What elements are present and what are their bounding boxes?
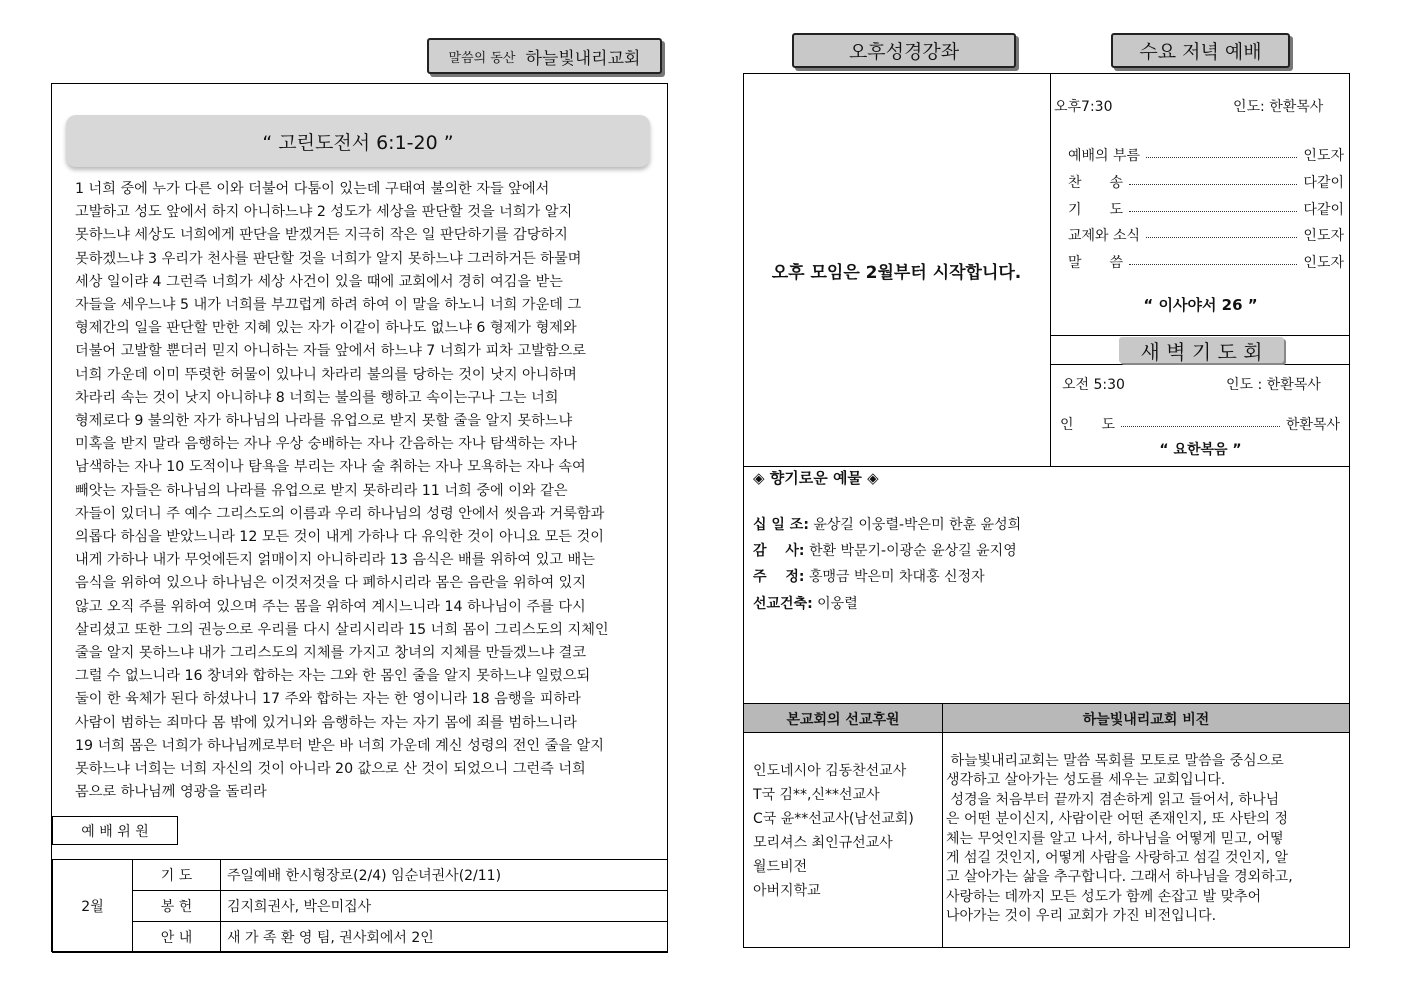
scripture-line: 형제간의 일을 판단할 만한 지혜 있는 자가 이같이 하나도 없느냐 6 형제가 형제와 [75,320,577,337]
order-row [1068,225,1344,245]
order-item: 인 도 [1060,417,1116,433]
duty-role: 기 도 [133,860,221,891]
dot-leader [1121,426,1280,427]
order-who: 다같이 [1303,202,1344,218]
duty-label: 예 배 위 원 [81,823,149,840]
order-who: 인도자 [1303,255,1344,271]
dot-leader [1129,264,1297,265]
vision-line: 성경을 처음부터 끝까지 겸손하게 읽고 들어서, 하나님 [946,791,1280,808]
scripture-line: 사람이 범하는 죄마다 몸 밖에 있거니와 음행하는 자는 자기 몸에 죄를 범하느니라 [75,714,577,731]
mission-item: 월드비전 [753,859,808,875]
mission-item: 아버지학교 [753,883,821,899]
scripture-line: 못하겠느냐 3 우리가 천사를 판단할 것을 너희가 알지 못하느냐 그러하거든 하물며 [75,250,582,267]
order-item: 기 도 [1068,202,1124,218]
mission-item: 모리셔스 최인규선교사 [753,835,893,851]
vision-text [946,752,1346,927]
scripture-line: 자들이 있더니 주 예수 그리스도의 이름과 우리 하나님의 성령 안에서 씻음과 거룩함과 [75,505,605,522]
order-item: 찬 송 [1068,175,1124,191]
scripture-line: 못하느냐 너희는 너희 자신의 것이 아니라 20 값으로 산 것이 되었으니 그런즉 너희 [75,761,586,778]
dawn-header-label: 새 벽 기 도 회 [1140,339,1263,364]
duty-role: 봉 헌 [133,891,221,922]
church-name-tab [427,38,662,74]
missions-header: 본교회의 선교후원 [786,712,900,728]
scripture-line: 의롭다 하심을 받았느니라 12 모든 것이 내게 가하나 다 유익한 것이 아니요 모든 것이 [75,529,604,546]
wednesday-leader: 인도: 한환목사 [1233,99,1324,115]
order-row [1068,199,1344,219]
order-who: 한환목사 [1285,417,1340,433]
scripture-line: 세상 일이랴 4 그런즉 너희가 세상 사건이 있을 때에 교회에서 경히 여김을 받는 [75,273,564,290]
scripture-line: 않고 오직 주를 위하여 있으며 주는 몸을 위하여 계시느니라 14 하나님이 주를 다시 [75,598,586,615]
scripture-line: 둘이 한 육체가 된다 하셨나니 17 주와 합하는 자는 한 영이니라 18 음행을 피하라 [75,691,581,708]
scripture-title-banner [66,115,650,167]
wednesday-time: 오후7:30 [1054,99,1113,115]
offering-names: 윤상길 이웅렬-박은미 한훈 윤성희 [813,517,1022,533]
offering-label: 선교건축: [753,596,813,612]
duty-table [52,859,668,953]
table-row [53,922,668,953]
wednesday-header [1111,33,1290,68]
order-item: 말 씀 [1068,255,1124,271]
order-row [1068,252,1344,272]
offering-row [753,566,985,586]
afternoon-header-label: 오후성경강좌 [848,41,960,63]
scripture-line: 차라리 속는 것이 낫지 아니하냐 8 너희는 불의를 행하고 속이는구나 그는 너희 [75,389,559,406]
offering-names: 홍맹금 박은미 차대홍 신정자 [808,569,985,585]
scripture-line: 19 너희 몸은 너희가 하나님께로부터 받은 바 너희 가운데 계신 성령의 전인 줄을 알지 [75,737,604,754]
panel-divider [1050,73,1051,467]
duty-value: 새 가 족 환 영 팀, 권사회에서 2인 [221,922,668,953]
order-who: 인도자 [1303,228,1344,244]
offering-label: 주 정: [753,569,805,585]
offering-label: 십 일 조: [753,517,809,533]
duty-value: 김지희권사, 박은미집사 [221,891,668,922]
scripture-line: 자들을 세우느냐 5 내가 너희를 부끄럽게 하려 하여 이 말을 하노니 너희 가운데 그 [75,297,582,314]
order-item: 교제와 소식 [1068,228,1141,244]
offering-row [753,593,858,613]
missions-list [753,759,914,903]
dot-leader [1129,184,1297,185]
scripture-line: 1 너희 중에 누가 다른 이와 더불어 다툼이 있는데 구태여 불의한 자들 앞에서 [75,181,550,197]
order-row [1068,145,1344,165]
scripture-line: 형제로다 9 불의한 자가 하나님의 나라를 유업으로 받지 못할 줄을 알지 못하느냐 [75,413,573,430]
vision-line: 은 어떤 분이신지, 사람이란 어떤 존재인지, 또 사탄의 정 [946,811,1289,828]
scripture-title: “ 고린도전서 6:1-20 ” [262,131,454,154]
vision-line: 게 섬길 것인지, 어떻게 사람을 사랑하고 섬길 것인지, 알 [946,850,1289,867]
duty-label-box [52,816,178,845]
order-item: 예배의 부름 [1068,148,1141,164]
scripture-line: 남색하는 자나 10 도적이나 탐욕을 부리는 자나 술 취하는 자나 모욕하는 자나 속여 [75,459,586,476]
dot-leader [1146,237,1297,238]
scripture-line: 빼앗는 자들은 하나님의 나라를 유업으로 받지 못하리라 11 너희 중에 이와 같은 [75,482,568,499]
order-row [1068,172,1344,192]
scripture-line: 내게 가하나 내가 무엇에든지 얽매이지 아니하리라 13 음식은 배를 위하여 있고 배는 [75,552,595,569]
dot-leader [1146,157,1297,158]
scripture-line: 음식을 위하여 있으나 하나님은 이것저것을 다 폐하시리라 몸은 음란을 위하여 있지 [75,575,587,592]
scripture-line: 못하느냐 세상도 너희에게 판단을 받겠거든 지극히 작은 일 판단하기를 감당하지 [75,227,568,244]
vision-line: 나아가는 것이 우리 교회가 가진 비전입니다. [946,908,1217,925]
order-who: 다같이 [1303,175,1344,191]
mission-item: T국 김**,신**선교사 [753,787,880,803]
scripture-line: 살리셨고 또한 그의 권능으로 우리를 다시 살리시리라 15 너희 몸이 그리스도의 지체인 [75,621,609,638]
church-motto: 말씀의 동산 [448,50,516,66]
scripture-text [75,178,665,804]
order-row [1060,414,1340,434]
wednesday-text: “ 이사야서 26 ” [1143,296,1258,314]
dawn-text: “ 요한복음 ” [1159,442,1242,458]
mission-item: C국 윤**선교사(남선교회) [753,811,914,827]
order-who: 인도자 [1303,148,1344,164]
scripture-line: 그럴 수 없느니라 16 창녀와 합하는 자는 그와 한 몸인 줄을 알지 못하느냐 일렀으되 [75,668,591,685]
offering-names: 이웅렬 [817,596,858,612]
vision-line: 사랑하는 데까지 모든 성도가 함께 손잡고 발 맞추어 [946,888,1262,905]
offering-label: 감 사: [753,543,805,559]
dawn-leader: 인도 : 한환목사 [1226,377,1321,393]
offering-names: 한환 박문기-이광순 윤상길 윤지영 [808,543,1017,559]
table-row [53,891,668,922]
table-row [53,860,668,891]
duty-month: 2월 [53,860,133,953]
offering-row [753,514,1021,534]
scripture-line: 고발하고 성도 앞에서 하지 아니하느냐 2 성도가 세상을 판단할 것을 너희가 알지 [75,204,573,221]
church-name: 하늘빛내리교회 [525,48,641,69]
scripture-line: 줄을 알지 못하느냐 내가 그리스도의 지체를 가지고 창녀의 지체를 만들겠느냐 결코 [75,645,587,662]
duty-role: 안 내 [133,922,221,953]
scripture-line: 몸으로 하나님께 영광을 돌리라 [75,784,267,801]
dawn-time: 오전 5:30 [1062,377,1125,393]
vision-line: 생각하고 살아가는 성도를 세우는 교회입니다. [946,772,1226,789]
scripture-line: 너희 가운데 이미 뚜렷한 허물이 있나니 차라리 불의를 당하는 것이 낫지 아니하며 [75,366,577,383]
vision-line: 체는 무엇인지를 알고 나서, 하나님을 어떻게 믿고, 어떻 [946,830,1284,847]
afternoon-header [792,33,1016,68]
vision-header: 하늘빛내리교회 비전 [1082,712,1210,728]
dot-leader [1129,211,1297,212]
scripture-line: 미혹을 받지 말라 음행하는 자나 우상 숭배하는 자나 간음하는 자나 탐색하는 자나 [75,436,577,453]
dawn-header [1119,337,1284,363]
vision-line: 고 살아가는 삶을 추구합니다. 그래서 하나님을 경외하고, [946,869,1293,886]
duty-value: 주일예배 한시형장로(2/4) 임순녀권사(2/11) [221,860,668,891]
vision-line: 하늘빛내리교회는 말씀 목회를 모토로 말씀을 중심으로 [946,753,1284,769]
mission-item: 인도네시아 김동찬선교사 [753,763,907,779]
offering-row [753,540,1017,560]
wednesday-header-label: 수요 저녁 예배 [1139,41,1262,63]
column-divider [942,704,943,948]
offerings-title: ◈ 향기로운 예물 ◈ [753,469,879,487]
afternoon-notice: 오후 모임은 2월부터 시작합니다. [771,263,1022,283]
scripture-line: 더불어 고발할 뿐더러 믿지 아니하는 자들 앞에서 하느냐 7 너희가 피차 고발함으로 [75,343,586,360]
